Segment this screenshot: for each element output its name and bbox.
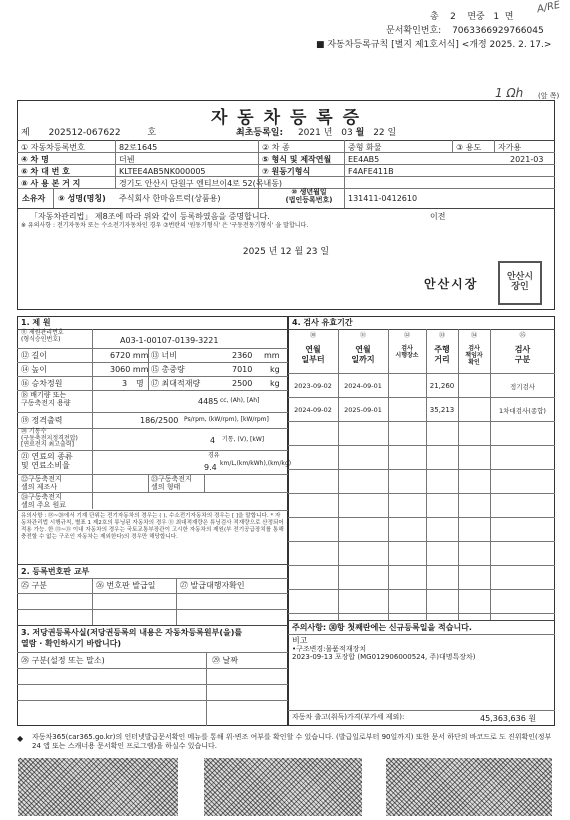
handwritten-initial: 1 Ωh (495, 86, 524, 100)
cert-note: ※ 유의사항 : 전기자동차 또는 수소전기자동차인 경우 ⑦번란의 '원동기형식' 은 '구동전동기형식' 을 말합니다. (21, 222, 309, 229)
engine-label: ⑦ 원동기형식 (262, 167, 311, 176)
cylinders-unit: 기통, (V), [kW] (222, 436, 265, 443)
price-value: 45,363,636 원 (480, 714, 537, 723)
side-label: (앞 쪽) (538, 92, 560, 100)
weight-label: ⑮ 총중량 (151, 365, 185, 374)
inspection-cell-to: 2025-09-01 (344, 406, 382, 414)
reg-no-label: ① 자동차등록번호 (21, 143, 85, 152)
cert-statement: 「자동차관리법」 제8조에 따라 위와 같이 등록하였음을 증명합니다. (30, 212, 270, 221)
specs-title: 1. 제 원 (21, 318, 51, 327)
footer-text: 자동차365(car365.go.kr)의 인터넷발급문서확인 메뉴를 통해 위·변조 여부를 확인할 수 있습니다. (발급일로부터 90일까지) 또한 문서 하단의 바코드로 도 진위확인(정부24 앱 또는 스캐너용 문서확인 프로그램)을 하실수 있습니다. (32, 733, 552, 751)
cert-number (21, 128, 156, 138)
inspection-header-num: ㉜ (403, 332, 410, 339)
inspection-header-num: ㉞ (470, 332, 477, 339)
issuer-name: 안산시장 (424, 277, 479, 291)
cert-no-value: 202512-067622 (48, 128, 121, 138)
first-reg-day: 22 (373, 128, 385, 138)
name-label: ⑨ 성명(명칭) (58, 194, 106, 203)
remarks-label: 비고 (292, 636, 308, 645)
width-value: 2360 (232, 351, 253, 360)
reg-no-value: 82로1645 (119, 143, 158, 152)
inspection-box (288, 316, 555, 726)
cylinders-value: 4 (210, 436, 216, 445)
inspection-header-num: ㉟ (519, 332, 526, 339)
inspection-header-label: 검사 구분 (514, 345, 531, 364)
birth-value: 131411-0412610 (348, 194, 418, 203)
load-unit: kg (270, 379, 280, 388)
capacity-value: 3 (122, 379, 128, 388)
engine-value: F4AFE411B (348, 167, 394, 176)
barcode-2[interactable] (204, 758, 362, 816)
specs-notice: 유의사항 : ⑱~⑳에서 기재 단위는 전기자동차의 경우는 ( ), 수소전기자동차의 경우는 [ ]을 말합니다. * 자동차관리법 시행규칙, 별표 1 제2호의 튜닝된 자동차의 경우 ⑪ 최대적재량은 튜닝검사 적재량으로 산정되어 적용 가능. 한 ⑬~⑮ 이내 자동차의 경우는 국토교통부장관이 고시한 자동차의 제원(부 전기공급장치를 통해 충전할 수 없는 구조인 자동차는 제외한다)의 경우만 해당합니다. (21, 513, 284, 540)
model-value: 더뉀 (119, 155, 135, 164)
power-value: 186/2500 (140, 416, 179, 425)
battery-form-label: ㉓구동축전지 셀의 형태 (151, 475, 192, 491)
lien-col-kind: ㉘ 구분(설정 또는 말소) (21, 656, 105, 665)
displacement-unit: cc, (Ah), [Ah] (220, 397, 260, 404)
inspection-header-num: ㉚ (309, 332, 316, 339)
year-month-value: 2021-03 (510, 155, 544, 164)
battery-maker-label: ㉒구동축전지 셀의 제조사 (21, 475, 62, 491)
mgmt-label: ⑪ 제원관리번호 (형식승인번호) (21, 329, 64, 343)
capacity-label: ⑯ 승차정원 (21, 379, 63, 388)
fuel-rate: 9.4 (204, 463, 217, 472)
page-suffix: 면 (504, 12, 514, 22)
certificate-title: 자 동 차 등 록 증 (210, 108, 362, 128)
handwriting-mark: A/RE (536, 0, 562, 16)
inspection-cell-mileage: 35,213 (429, 406, 455, 414)
height-label: ⑭ 높이 (21, 365, 47, 374)
remarks-line2: 2023-09-13 포장합 (MG012906000524, 주)대명특장차) (292, 653, 476, 661)
load-value: 2500 (232, 379, 253, 388)
inspection-cell-from: 2023-09-02 (294, 382, 332, 390)
use-label: ③ 용도 (456, 143, 482, 152)
width-label: ⑬ 너비 (151, 351, 177, 360)
cert-no-suffix: 호 (147, 128, 157, 138)
height-value: 3060 mm (110, 365, 149, 374)
inspection-caution: 주의사항: ㉚항 첫째란에는 신규등록일을 적습니다. (292, 623, 472, 632)
issue-date: 2025 년 12 월 23 일 (242, 247, 330, 257)
weight-unit: kg (270, 365, 280, 374)
lien-title: 3. 저당권등록사실(저당권등록의 내용은 자동차등록원부(을)를 열람 · 확인하시기 바랍니다) (21, 628, 243, 648)
location-label: ⑧ 사 용 본 거 지 (21, 179, 81, 188)
first-reg-year: 2021 년 (297, 128, 333, 138)
type-label: ② 차 종 (262, 143, 290, 152)
vin-label: ⑥ 차 대 번 호 (21, 167, 70, 176)
doc-confirm-number: 7063366929766045 (452, 26, 544, 36)
official-seal (498, 261, 542, 305)
barcode-3[interactable] (386, 758, 552, 816)
doc-confirm (386, 26, 544, 36)
load-label: ⑰ 최대적재량 (151, 379, 201, 388)
inspection-header-num: ㉝ (438, 332, 445, 339)
barcode-1[interactable] (18, 758, 178, 816)
remarks-line1: •구조변경:물품적재장치 (292, 645, 367, 653)
birth-label: ⑩ 생년월일 (법인등록번호) (285, 188, 333, 204)
regulation-text: ■ 자동차등록규칙 [별지 제1호서식] <개정 2025. 2. 17.> (316, 40, 552, 50)
inspection-header-label: 검사 시행장소 (395, 345, 419, 360)
lien-col-date: ㉙ 날짜 (212, 656, 238, 665)
type-value: 중형 화물 (348, 143, 382, 152)
displacement-label: ⑱ 배기량 또는 구동축전지 용량 (21, 391, 71, 407)
month-label: 월 (355, 128, 365, 138)
inspection-cell-from: 2024-09-02 (294, 406, 332, 414)
plate-title: 2. 등록번호판 교부 (21, 567, 90, 576)
weight-value: 7010 (232, 365, 253, 374)
first-registration (236, 128, 396, 138)
capacity-unit: 명 (136, 379, 144, 388)
fuel-unit: km/L,(km/kWh),(km/kg) (220, 460, 292, 467)
inspection-title: 4. 검사 유효기간 (292, 318, 353, 327)
total-pages: 2 (450, 12, 456, 22)
inspection-header-num: ㉛ (359, 332, 366, 339)
model-label: ④ 차 명 (21, 155, 49, 164)
inspection-cell-kind: 정기검사 (509, 383, 536, 391)
inspection-header-label: 연월 일부터 (301, 345, 325, 364)
inspection-header-label: 연월 일까지 (351, 345, 375, 364)
inspection-cell-to: 2024-09-01 (344, 382, 382, 390)
total-label: 총 (430, 12, 439, 22)
form-value: EE4AB5 (348, 155, 380, 164)
inspection-cell-kind: 1차대검사(종합) (499, 407, 546, 415)
displacement-value: 4485 (198, 397, 219, 406)
first-reg-month: 03 (341, 128, 353, 138)
plate-col-agent: ㉗ 발급대행자확인 (180, 581, 245, 590)
doc-confirm-label: 문서확인번호: (386, 26, 442, 36)
length-label: ⑫ 길이 (21, 351, 47, 360)
price-label: 자동차 출고(취득)가격(부가세 제외): (292, 713, 405, 721)
page-label: 면중 (467, 12, 485, 22)
day-label: 일 (387, 128, 397, 138)
current-page: 1 (493, 12, 500, 22)
location-value: 경기도 안산시 단원구 엔티브이4로 52(목내동) (119, 179, 283, 188)
inspection-header-label: 주행 거리 (434, 345, 450, 364)
first-reg-label: 최초등록일: (236, 128, 284, 138)
inspection-header-label: 검사 책임자 확인 (465, 345, 483, 367)
page-count (430, 12, 514, 22)
mgmt-value: A03-1-00107-0139-3221 (120, 336, 219, 345)
cert-no-prefix: 제 (21, 128, 30, 138)
width-unit: mm (264, 351, 280, 360)
seal-text: 안산시장인 (506, 272, 534, 292)
transfer-label: 이전 (430, 212, 446, 221)
plate-col-date: ㉖ 번호판 발급일 (96, 581, 156, 590)
vin-value: KLTEE4AB5NK000005 (119, 167, 206, 176)
form-year-label: ⑤ 형식 및 제작연월 (262, 155, 332, 164)
inspection-cell-mileage: 21,260 (429, 382, 455, 390)
fuel-type: 경유 (208, 452, 220, 459)
use-value: 자가용 (498, 143, 522, 152)
length-value: 6720 mm (110, 351, 149, 360)
owner-label: 소유자 (22, 194, 46, 203)
fuel-label: ㉑ 연료의 종류 및 연료소비율 (21, 452, 73, 471)
battery-material-label: ㉔구동축전지 셀의 주요 원료 (21, 493, 67, 509)
name-value: 주식회사 한마음트럭(상품용) (119, 194, 221, 203)
power-label: ⑲ 정격출력 (21, 416, 63, 425)
cylinders-label: ⑳ 기통수 (구동축전지정격전압) [연료전지 최고출력] (21, 428, 78, 449)
power-unit: Ps/rpm, (kW/rpm), [kW/rpm] (184, 416, 269, 423)
plate-col-kind: ㉕ 구분 (21, 581, 47, 590)
diamond-bullet-icon: ◆ (17, 734, 24, 743)
